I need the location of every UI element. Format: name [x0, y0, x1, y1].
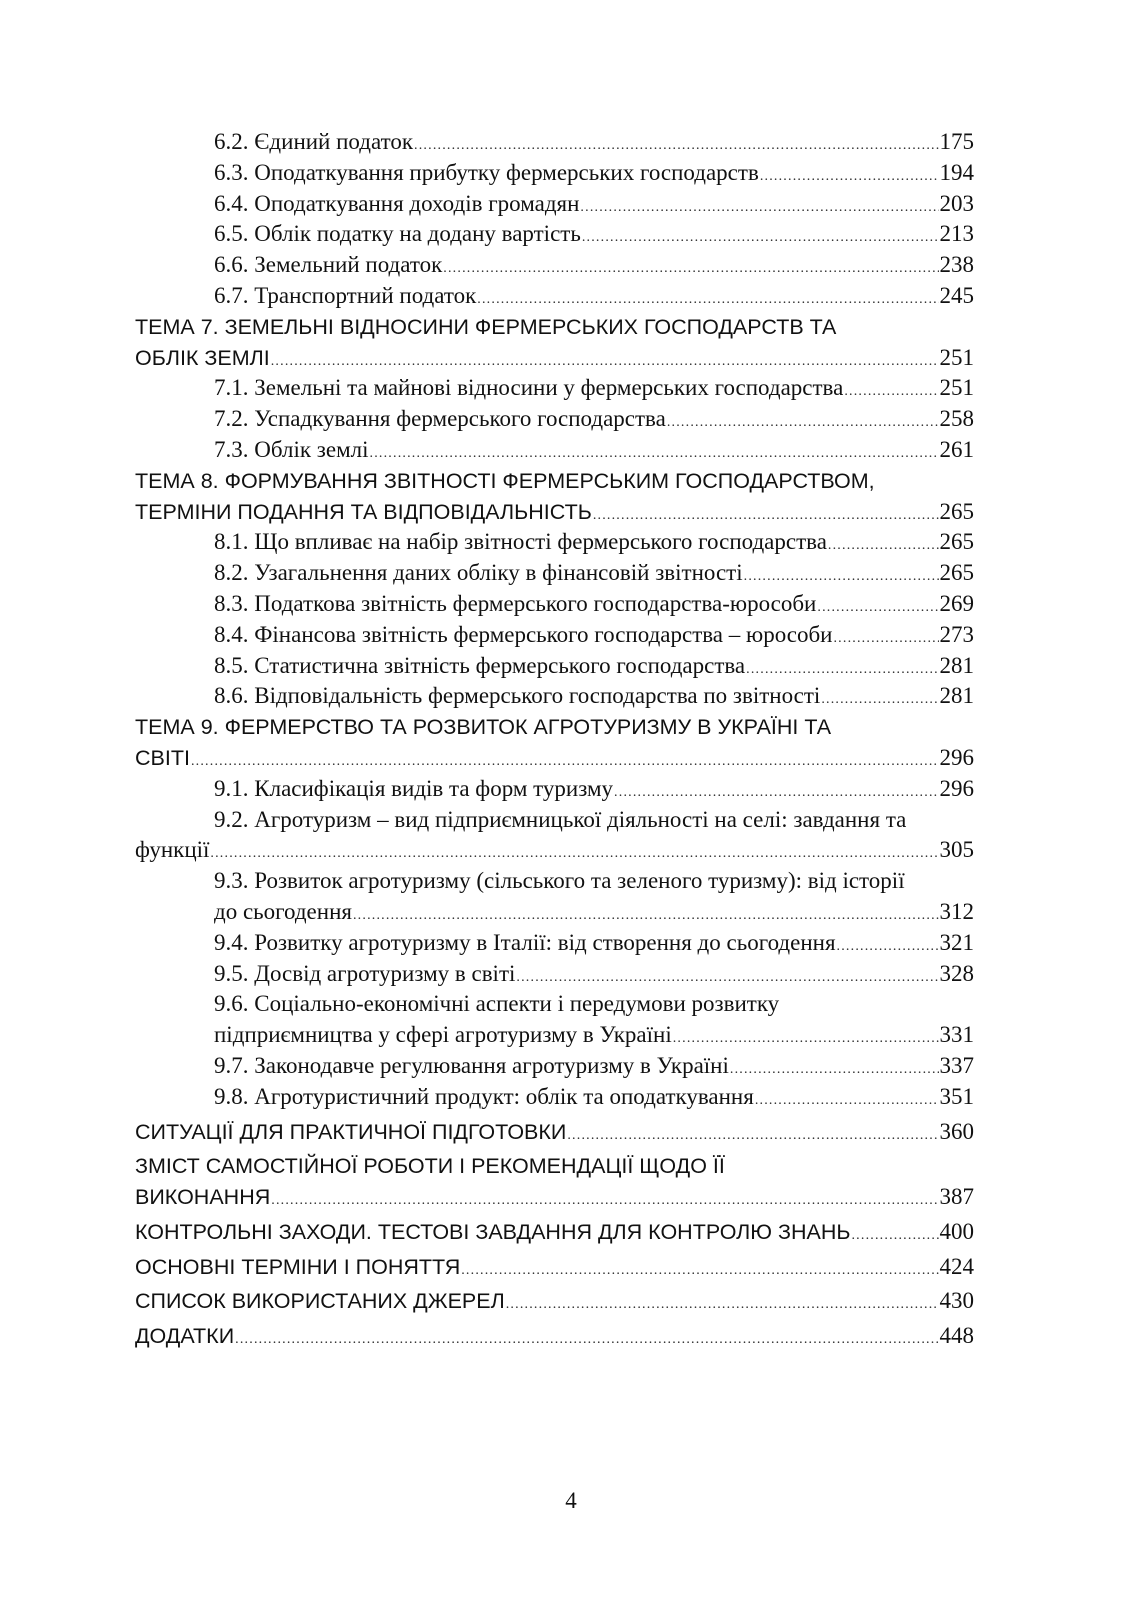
toc-entry-page: 281 — [939, 652, 974, 678]
toc-entry-title: 9.5. Досвід агротуризму в світі — [214, 960, 516, 986]
toc-entry-page: 321 — [939, 929, 974, 955]
toc-entry-title: 8.2. Узагальнення даних обліку в фінансовій звітності — [214, 560, 743, 586]
toc-entry — [0, 558, 974, 589]
toc-entry-title: 8.6. Відповідальність фермерського господарства по звітності — [214, 683, 821, 709]
dot-leader — [235, 1325, 938, 1356]
dot-leader — [828, 531, 939, 562]
toc-entry-page: 238 — [939, 252, 974, 278]
toc-entry — [0, 127, 974, 158]
toc-section-title: СПИСОК ВИКОРИСТАНИХ ДЖЕРЕЛ — [135, 1289, 505, 1314]
dot-leader — [667, 408, 939, 439]
toc-entry-title: 6.3. Оподаткування прибутку фермерських господарств — [214, 159, 759, 185]
toc-chapter-title: ТЕМА 9. ФЕРМЕРСТВО ТА РОЗВИТОК АГРОТУРИЗМУ В УКРАЇНІ ТА — [135, 715, 832, 740]
toc-entry-title-cont: підприємництва у сфері агротуризму в Україні — [214, 1022, 672, 1048]
dot-leader — [837, 932, 939, 963]
toc-chapter-title: ТЕМА 8. ФОРМУВАННЯ ЗВІТНОСТІ ФЕРМЕРСЬКИМ ГОСПОДАРСТВОМ, — [135, 468, 875, 493]
toc-entry — [0, 681, 974, 712]
toc-entry-page: 430 — [939, 1288, 974, 1314]
toc-entry-page: 296 — [939, 775, 974, 801]
dot-leader — [461, 1256, 938, 1287]
toc-entry-page: 424 — [939, 1253, 974, 1279]
toc-entry-page: 251 — [939, 344, 974, 370]
toc-entry-page: 328 — [939, 960, 974, 986]
toc-entry-page: 387 — [939, 1184, 974, 1210]
toc-entry — [0, 805, 974, 836]
page-number: 4 — [565, 1488, 577, 1513]
toc-entry-page: 269 — [939, 590, 974, 616]
toc-entry-cont — [0, 835, 974, 866]
toc-entry-title: 6.7. Транспортний податок — [214, 282, 477, 308]
toc-entry — [0, 527, 974, 558]
toc-entry-title: 6.4. Оподаткування доходів громадян — [214, 190, 580, 216]
toc-entry — [0, 866, 974, 897]
toc-entry-page: 261 — [939, 436, 974, 462]
toc-entry-page: 281 — [939, 683, 974, 709]
toc-chapter-title-cont: СВІТІ — [135, 745, 190, 770]
toc-entry-title: 9.1. Класифікація видів та форм туризму — [214, 775, 614, 801]
toc-entry-page: 175 — [939, 129, 974, 154]
toc-entry-title: 6.5. Облік податку на додану вартість — [214, 221, 581, 247]
toc-chapter-heading — [0, 312, 974, 343]
toc-entry-page: 351 — [939, 1083, 974, 1109]
toc-entry-page: 194 — [939, 159, 974, 185]
toc-entry-title: 8.5. Статистична звітність фермерського господарства — [214, 652, 746, 678]
toc-entry-page: 265 — [939, 529, 974, 555]
toc-entry-title: 9.6. Соціально-економічні аспекти і передумови розвитку — [214, 991, 780, 1017]
toc-section-entry — [0, 1217, 974, 1248]
toc-section-title: КОНТРОЛЬНІ ЗАХОДИ. ТЕСТОВІ ЗАВДАННЯ ДЛЯ КОНТРОЛЮ ЗНАНЬ — [135, 1219, 851, 1244]
toc-entry-title: 8.3. Податкова звітність фермерського господарства-юрособи — [214, 590, 817, 616]
toc-section-heading — [0, 1151, 974, 1182]
toc-section-entry — [0, 1117, 974, 1148]
toc-entry-title-cont: функції — [135, 837, 210, 863]
dot-leader — [844, 377, 938, 408]
toc-entry-title: 9.2. Агротуризм – вид підприємницької діяльності на селі: завдання та — [214, 806, 907, 832]
dot-leader — [833, 624, 938, 655]
toc-section-title: СИТУАЦІЇ ДЛЯ ПРАКТИЧНОЇ ПІДГОТОВКИ — [135, 1119, 567, 1144]
toc-chapter-entry — [0, 343, 974, 374]
dot-leader — [443, 254, 938, 285]
toc-entry-title: 7.1. Земельні та майнові відносини у фермерських господарства — [214, 375, 844, 401]
toc-entry — [0, 373, 974, 404]
toc-entry-title: 9.4. Розвитку агротуризму в Італії: від створення до сьогодення — [214, 929, 836, 955]
dot-leader — [567, 1121, 938, 1152]
toc-section-entry — [0, 1321, 974, 1352]
toc-chapter-entry — [0, 743, 974, 774]
toc-section-entry — [0, 1286, 974, 1317]
toc-entry-title: 6.2. Єдиний податок — [214, 129, 414, 154]
dot-leader — [755, 1086, 939, 1117]
toc-entry-page: 337 — [939, 1052, 974, 1078]
toc-entry-title: 8.4. Фінансова звітність фермерського господарства – юрособи — [214, 621, 833, 647]
toc-entry-page: 203 — [939, 190, 974, 216]
toc-entry-title: 7.3. Облік землі — [214, 436, 369, 462]
toc-entry-page: 360 — [939, 1118, 974, 1144]
dot-leader — [582, 223, 939, 254]
toc-entry-page: 305 — [939, 837, 974, 863]
toc-entry-title: 8.1. Що впливає на набір звітності фермерського господарства — [214, 529, 827, 555]
toc-entry-page: 312 — [939, 898, 974, 924]
dot-leader — [506, 1290, 939, 1321]
toc-section-entry — [0, 1182, 974, 1213]
dot-leader — [760, 162, 939, 193]
toc-chapter-title: ТЕМА 7. ЗЕМЕЛЬНІ ВІДНОСИНИ ФЕРМЕРСЬКИХ ГОСПОДАРСТВ ТА — [135, 314, 837, 339]
toc-section-title: ЗМІСТ САМОСТІЙНОЇ РОБОТИ І РЕКОМЕНДАЦІЇ ЩОДО ЇЇ — [135, 1154, 725, 1179]
toc-chapter-heading — [0, 712, 974, 743]
toc-entry-cont — [0, 1020, 974, 1051]
toc-entry-page: 265 — [939, 560, 974, 586]
toc-entry — [0, 959, 974, 990]
toc-entry — [0, 158, 974, 189]
dot-leader — [730, 1055, 939, 1086]
toc-entry-page: 400 — [939, 1218, 974, 1244]
toc-entry-page: 251 — [939, 375, 974, 401]
toc-entry-page: 296 — [939, 744, 974, 770]
toc-entry — [0, 589, 974, 620]
dot-leader — [821, 685, 938, 716]
dot-leader — [851, 1221, 938, 1252]
toc-entry — [0, 404, 974, 435]
toc-entry — [0, 281, 974, 312]
dot-leader — [817, 593, 938, 624]
toc-entry-title: 9.7. Законодавче регулювання агротуризму в Україні — [214, 1052, 729, 1078]
toc-entry — [0, 989, 974, 1020]
toc-entry — [0, 1051, 974, 1082]
toc-entry-page: 448 — [939, 1323, 974, 1349]
toc-entry — [0, 1082, 974, 1113]
toc-section-title: ОСНОВНІ ТЕРМІНИ І ПОНЯТТЯ — [135, 1254, 461, 1279]
toc-entry — [0, 620, 974, 651]
toc-entry-page: 273 — [939, 621, 974, 647]
dot-leader — [580, 193, 938, 224]
toc-entry-page: 331 — [939, 1022, 974, 1048]
toc-chapter-heading — [0, 466, 974, 497]
toc-entry — [0, 774, 974, 805]
toc-entry — [0, 189, 974, 220]
toc-entry-page: 258 — [939, 406, 974, 432]
toc-entry — [0, 250, 974, 281]
toc-section-title-cont: ВИКОНАННЯ — [135, 1185, 271, 1210]
dot-leader — [271, 1186, 938, 1217]
toc-entry — [0, 435, 974, 466]
toc-chapter-title-cont: ТЕРМІНИ ПОДАННЯ ТА ВІДПОВІДАЛЬНІСТЬ — [135, 499, 592, 524]
toc-entry-title: 6.6. Земельний податок — [214, 252, 443, 278]
toc-entry-page: 265 — [939, 498, 974, 524]
toc-entry-title: 7.2. Успадкування фермерського господарства — [214, 406, 666, 432]
toc-entry-title: 9.8. Агротуристичний продукт: облік та оподаткування — [214, 1083, 754, 1109]
toc-entry-page: 245 — [939, 282, 974, 308]
toc-entry — [0, 219, 974, 250]
toc-section-entry — [0, 1252, 974, 1283]
toc-section-title: ДОДАТКИ — [135, 1324, 235, 1349]
toc-entry-title: 9.3. Розвиток агротуризму (сільського та зеленого туризму): від історії — [214, 868, 905, 894]
toc-entry — [0, 928, 974, 959]
toc-entry-page: 213 — [939, 221, 974, 247]
toc-entry — [0, 651, 974, 682]
toc-entry-cont — [0, 897, 974, 928]
toc-entry-title-cont: до сьогодення — [214, 898, 352, 924]
toc-chapter-entry — [0, 497, 974, 528]
toc-chapter-title-cont: ОБЛІК ЗЕМЛІ — [135, 345, 270, 370]
table-of-contents — [0, 127, 1142, 1352]
